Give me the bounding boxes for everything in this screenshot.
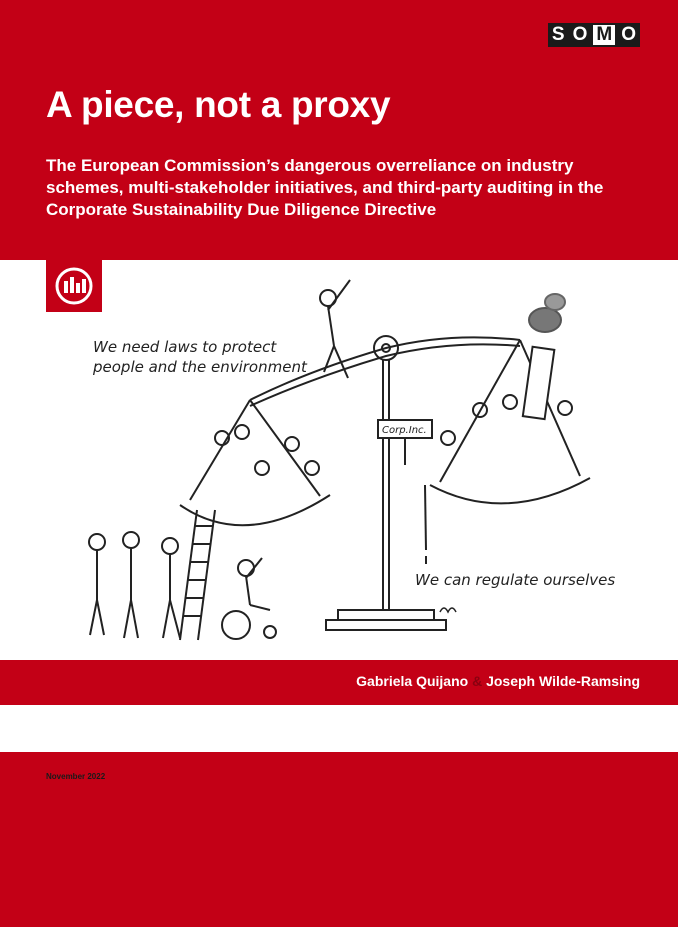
logo-letter-m: M bbox=[591, 23, 617, 47]
author-separator: & bbox=[472, 673, 483, 689]
author-1: Gabriela Quijano bbox=[356, 673, 469, 689]
logo-letter-s: S bbox=[548, 23, 569, 47]
author-2: Joseph Wilde-Ramsing bbox=[486, 673, 640, 689]
report-subtitle: The European Commission’s dangerous overreliance on industry schemes, multi-stakeholder initiatives, and third-party auditing in the Corporate Sustainability Due Diligence Directive bbox=[46, 156, 604, 219]
footer-band bbox=[0, 752, 678, 927]
corp-sign-text: Corp.Inc. bbox=[382, 425, 427, 436]
speech-right-text: We can regulate ourselves bbox=[415, 571, 616, 589]
somo-logo bbox=[548, 23, 640, 47]
report-title: A piece, not a proxy bbox=[46, 84, 391, 125]
author-band bbox=[0, 660, 678, 705]
logo-letter-o2: O bbox=[617, 23, 640, 47]
cover-illustration bbox=[0, 260, 678, 660]
speech-left-line-1: We need laws to protect bbox=[93, 338, 277, 356]
author-names bbox=[356, 673, 640, 689]
publication-date: November 2022 bbox=[46, 772, 106, 781]
logo-letter-o: O bbox=[569, 23, 592, 47]
title-band bbox=[0, 0, 678, 260]
factory-icon bbox=[46, 260, 102, 312]
speech-left-line-2: people and the environment bbox=[93, 358, 307, 376]
